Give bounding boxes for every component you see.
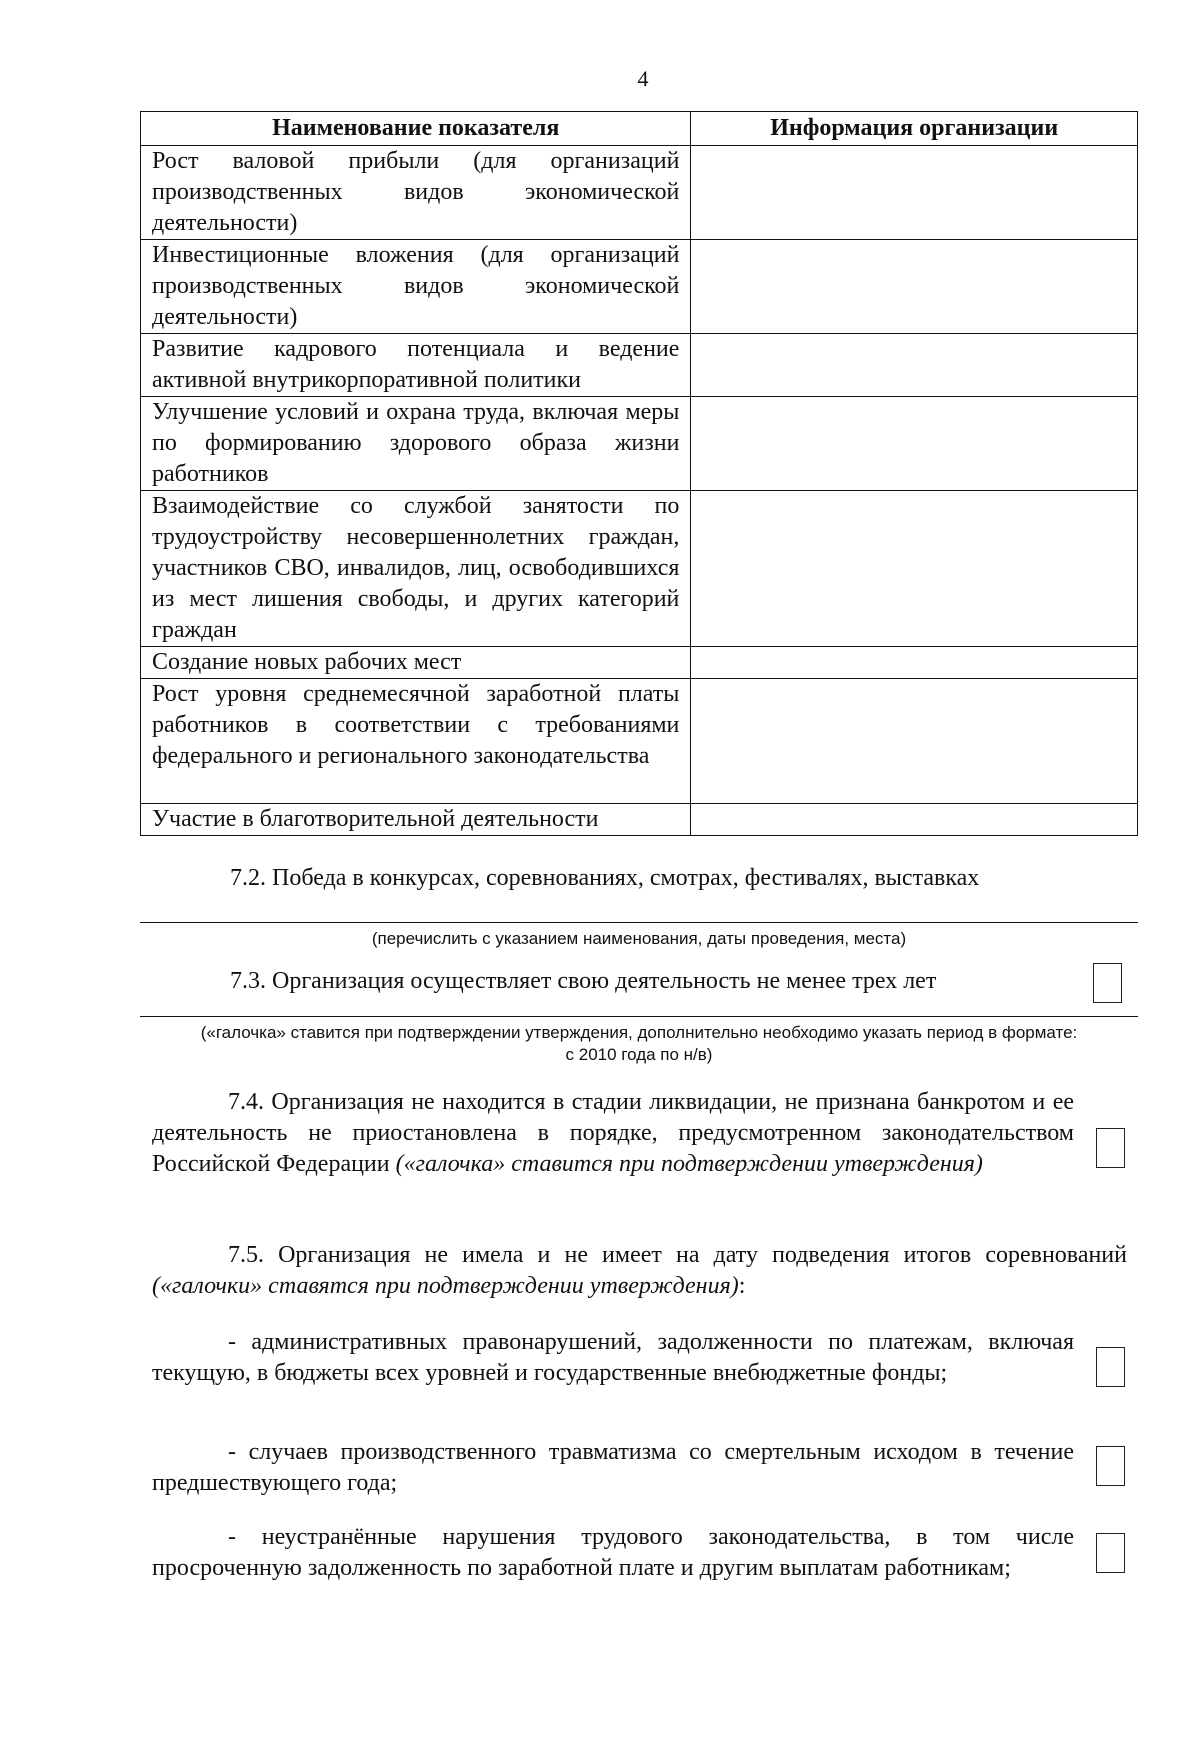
section-7-5-item-3 [152, 1522, 1074, 1584]
table-header-row [141, 112, 1138, 146]
section-7-5: 7.5. Организация не имела и не имеет на дату подведения итогов соревнований («галочки» ставятся при подтверждении утверждения): [152, 1242, 1127, 1299]
section-7-3-caption-line1: («галочка» ставится при подтверждении утверждения, дополнительно необходимо указать период в формате: [200, 1023, 1078, 1042]
checkbox-7-5-3[interactable] [1096, 1533, 1125, 1573]
organization-info-cell[interactable] [691, 647, 1138, 679]
section-7-3-text: 7.3. Организация осуществляет свою деятельность не менее трех лет [230, 968, 937, 994]
organization-info-cell[interactable] [691, 804, 1138, 836]
table-row [141, 397, 1138, 491]
section-7-4 [152, 1087, 1074, 1180]
table-row [141, 647, 1138, 679]
indicator-name: Инвестиционные вложения (для организаций производственных видов экономической деятельности) [141, 240, 691, 334]
section-7-5-item-1 [152, 1327, 1074, 1389]
section-7-2-entry-line[interactable] [140, 922, 1138, 923]
section-7-3-entry-line[interactable] [140, 1016, 1138, 1017]
section-7-5-note: («галочки» ставятся при подтверждении утверждения) [152, 1273, 739, 1299]
table-row [141, 491, 1138, 647]
organization-info-cell[interactable] [691, 240, 1138, 334]
organization-info-cell[interactable] [691, 397, 1138, 491]
section-7-2-caption: (перечислить с указанием наименования, даты проведения, места) [371, 929, 907, 948]
page-number: 4 [637, 66, 649, 91]
indicator-name: Улучшение условий и охрана труда, включая меры по формированию здорового образа жизни работников [141, 397, 691, 491]
indicator-name: Рост уровня среднемесячной заработной платы работников в соответствии с требованиями федерального и регионального законодательства [141, 679, 691, 804]
table-row [141, 804, 1138, 836]
section-7-5-text: 7.5. Организация не имела и не имеет на дату подведения итогов соревнований [228, 1242, 1127, 1268]
header-indicator-name: Наименование показателя [141, 112, 691, 146]
indicator-name: Рост валовой прибыли (для организаций производственных видов экономической деятельности) [141, 146, 691, 240]
header-organization-info: Информация организации [691, 112, 1138, 146]
organization-info-cell[interactable] [691, 491, 1138, 647]
indicator-name: Создание новых рабочих мест [141, 647, 691, 679]
section-7-3-caption-line2: с 2010 года по н/в) [565, 1045, 713, 1064]
table-row [141, 334, 1138, 397]
section-7-4-text: 7.4. Организация не находится в стадии ликвидации, не признана банкротом и ее деятельность не приостановлена в порядке, предусмотренном законодательством Российской Федерации [152, 1089, 1074, 1177]
section-7-4-note: («галочка» ставится при подтверждении утверждения) [395, 1151, 983, 1177]
checkbox-7-4[interactable] [1096, 1128, 1125, 1168]
indicator-name: Взаимодействие со службой занятости по трудоустройству несовершеннолетних граждан, участников СВО, инвалидов, лиц, освободившихся из мест лишения свободы, и других категорий граждан [141, 491, 691, 647]
indicators-table [140, 111, 1138, 836]
checkbox-7-3[interactable] [1093, 963, 1122, 1003]
section-7-5-item-2-text: - случаев производственного травматизма со смертельным исходом в течение предшествующего года; [152, 1439, 1074, 1496]
section-7-2-text: 7.2. Победа в конкурсах, соревнованиях, смотрах, фестивалях, выставках [230, 865, 980, 891]
table-row [141, 146, 1138, 240]
checkbox-7-5-2[interactable] [1096, 1446, 1125, 1486]
organization-info-cell[interactable] [691, 679, 1138, 804]
organization-info-cell[interactable] [691, 334, 1138, 397]
indicator-name: Развитие кадрового потенциала и ведение активной внутрикорпоративной политики [141, 334, 691, 397]
indicator-name: Участие в благотворительной деятельности [141, 804, 691, 836]
section-7-5-item-3-text: - неустранённые нарушения трудового законодательства, в том числе просроченную задолженность по заработной плате и другим выплатам работникам; [152, 1524, 1074, 1581]
organization-info-cell[interactable] [691, 146, 1138, 240]
checkbox-7-5-1[interactable] [1096, 1347, 1125, 1387]
section-7-5-item-2 [152, 1437, 1074, 1499]
table-row [141, 679, 1138, 804]
table-row [141, 240, 1138, 334]
section-7-5-item-1-text: - административных правонарушений, задолженности по платежам, включая текущую, в бюджеты всех уровней и государственные внебюджетные фонды; [152, 1329, 1074, 1386]
section-7-3-caption [140, 1022, 1138, 1066]
